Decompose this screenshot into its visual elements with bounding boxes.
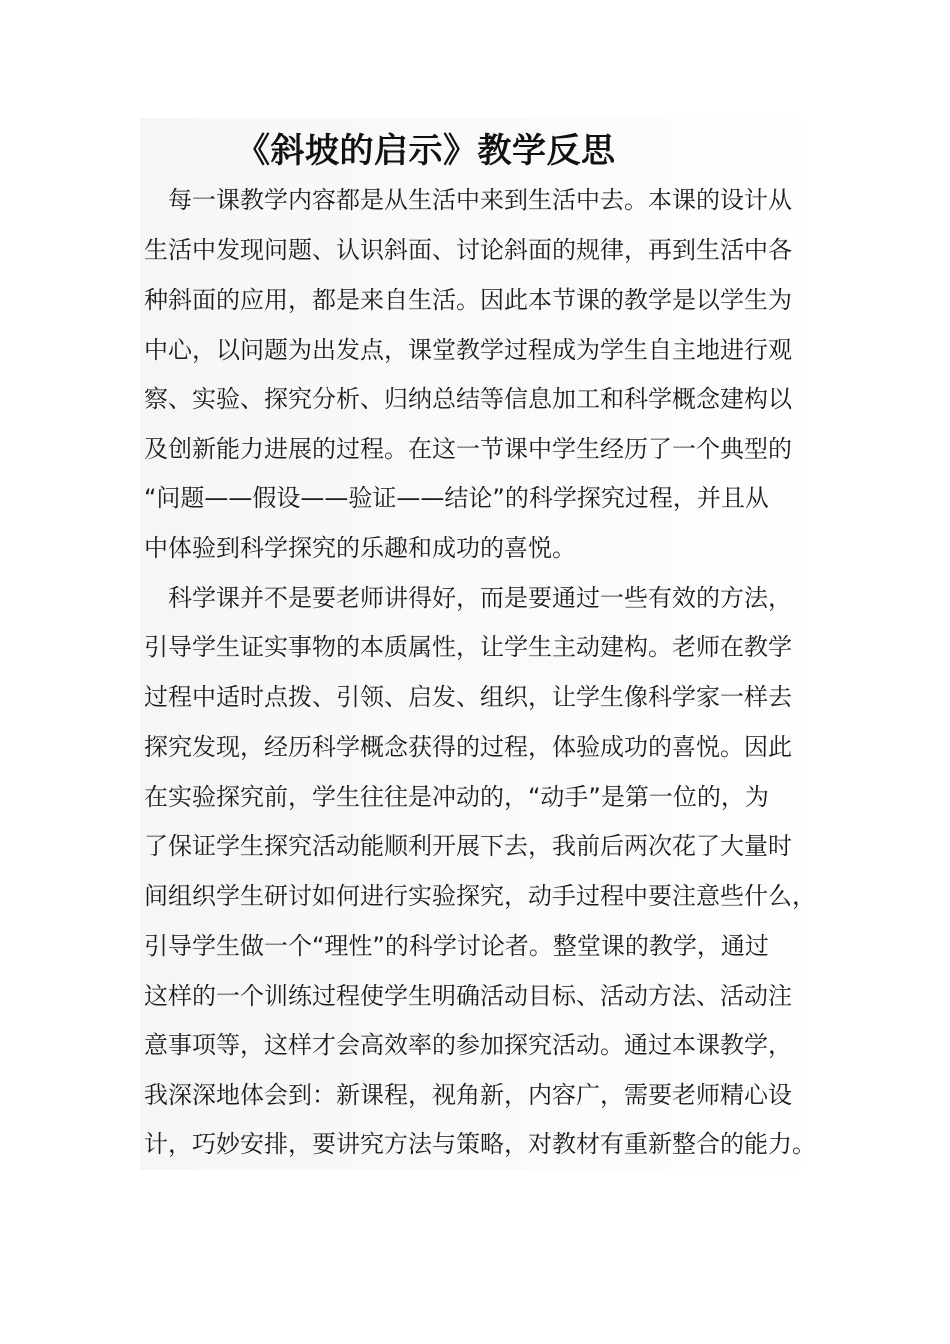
- paragraph-line: “问题——假设——验证——结论”的科学探究过程，并且从: [144, 484, 769, 512]
- paragraph-line: 生活中发现问题、认识斜面、讨论斜面的规律，再到生活中各: [144, 236, 792, 264]
- paragraph-line: 每一课教学内容都是从生活中来到生活中去。本课的设计从: [144, 186, 792, 214]
- paragraph-line: 探究发现，经历科学概念获得的过程，体验成功的喜悦。因此: [144, 733, 792, 761]
- paragraph-line: 中体验到科学探究的乐趣和成功的喜悦。: [144, 534, 576, 562]
- paragraph-line: 种斜面的应用，都是来自生活。因此本节课的教学是以学生为: [144, 286, 792, 314]
- paragraph-line: 我深深地体会到：新课程，视角新，内容广，需要老师精心设: [144, 1081, 792, 1109]
- paragraph-line: 意事项等，这样才会高效率的参加探究活动。通过本课教学，: [144, 1031, 792, 1059]
- paragraph-line: 引导学生做一个“理性”的科学讨论者。整堂课的教学，通过: [144, 932, 769, 960]
- paragraph-line: 计，巧妙安排，要讲究方法与策略，对教材有重新整合的能力。: [144, 1130, 816, 1158]
- paragraph-line: 察、实验、探究分析、归纳总结等信息加工和科学概念建构以: [144, 385, 792, 413]
- paragraph-line: 间组织学生研讨如何进行实验探究，动手过程中要注意些什么，: [144, 882, 816, 910]
- paragraph-line: 中心，以问题为出发点，课堂教学过程成为学生自主地进行观: [144, 336, 792, 364]
- paragraph-line: 在实验探究前，学生往往是冲动的，“动手”是第一位的，为: [144, 783, 769, 811]
- document-title: 《斜坡的启示》教学反思: [236, 131, 616, 171]
- paragraph-line: 及创新能力进展的过程。在这一节课中学生经历了一个典型的: [144, 435, 792, 463]
- paragraph-line: 了保证学生探究活动能顺利开展下去，我前后两次花了大量时: [144, 832, 792, 860]
- paragraph-line: 过程中适时点拨、引领、启发、组织，让学生像科学家一样去: [144, 683, 792, 711]
- paragraph-line: 引导学生证实事物的本质属性，让学生主动建构。老师在教学: [144, 633, 792, 661]
- paragraph-line: 这样的一个训练过程使学生明确活动目标、活动方法、活动注: [144, 982, 792, 1010]
- paragraph-line: 科学课并不是要老师讲得好，而是要通过一些有效的方法，: [144, 584, 792, 612]
